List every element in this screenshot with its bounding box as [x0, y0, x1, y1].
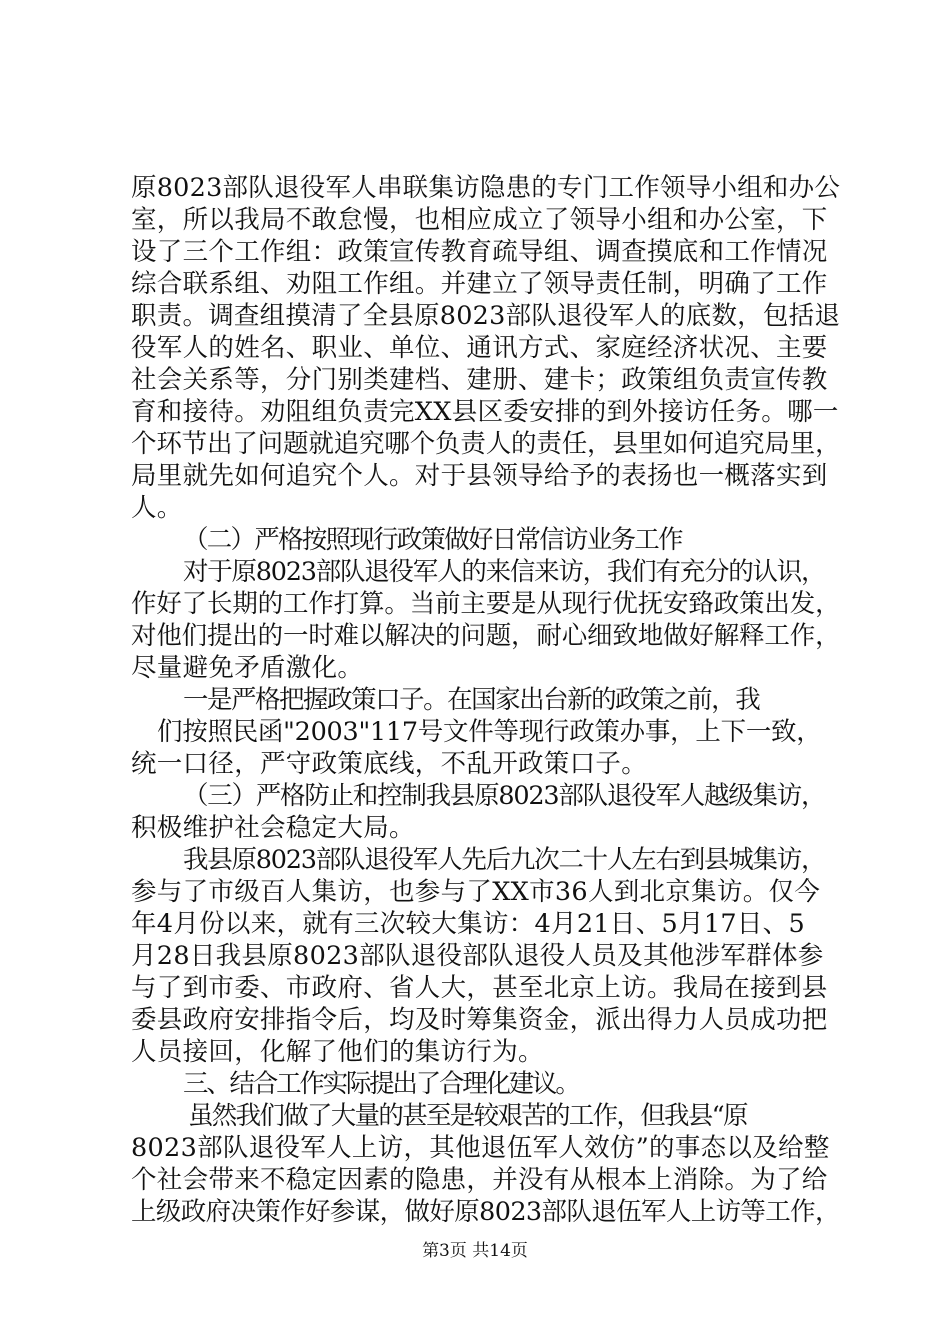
text-line: 虽然我们做了大量的甚至是较艰苦的工作，但我县“原	[188, 1101, 747, 1131]
page-number-footer: 第3页 共14页	[422, 1241, 528, 1261]
text-line: 月28日我县原8023部队退役部队退役人员及其他涉军群体参	[131, 941, 824, 971]
text-line: 上级政府决策作好参谋，做好原8023部队退伍军人上访等工作，	[131, 1197, 840, 1227]
text-line: 育和接待。劝阻组负责完XX县区委安排的到外接访任务。哪一	[131, 397, 839, 427]
text-line: 委县政府安排指令后，均及时筹集资金，派出得力人员成功把	[131, 1005, 828, 1035]
text-line: 役军人的姓名、职业、单位、通讯方式、家庭经济状况、主要	[131, 333, 828, 363]
text-line: 社会关系等，分门别类建档、建册、建卡；政策组负责宣传教	[131, 365, 828, 395]
text-line: 参与了市级百人集访，也参与了XX市36人到北京集访。仅今	[131, 877, 821, 907]
text-line: 与了到市委、市政府、省人大，甚至北京上访。我局在接到县	[131, 973, 828, 1003]
section-heading: 三、结合工作实际提出了合理化建议。	[183, 1069, 579, 1099]
text-line: 室，所以我局不敢怠慢，也相应成立了领导小组和办公室，下	[131, 205, 828, 235]
section-heading: （三）严格防止和控制我县原8023部队退役军人越级集访，	[183, 781, 826, 811]
text-line: 8023部队退役军人上访，其他退伍军人效仿”的事态以及给整	[131, 1133, 830, 1163]
text-line: 统一口径，严守政策底线，不乱开政策口子。	[131, 749, 648, 779]
text-line: 原8023部队退役军人串联集访隐患的专门工作领导小组和办公	[131, 173, 841, 203]
text-line: 个环节出了问题就追究哪个负责人的责任，县里如何追究局里，	[131, 429, 841, 459]
text-line: 设了三个工作组：政策宣传教育疏导组、调查摸底和工作情况	[131, 237, 828, 267]
text-line: 一是严格把握政策口子。在国家出台新的政策之前，我	[183, 685, 760, 715]
text-line: 我县原8023部队退役军人先后九次二十人左右到县城集访，	[183, 845, 826, 875]
text-line: 们按照民函"2003"117号文件等现行政策办事，上下一致，	[157, 717, 822, 747]
text-line: 对他们提出的一时难以解决的问题，耐心细致地做好解释工作，	[131, 621, 841, 651]
section-heading: （二）严格按照现行政策做好日常信访业务工作	[183, 525, 682, 555]
text-line: 职责。调查组摸清了全县原8023部队退役军人的底数，包括退	[131, 301, 841, 331]
text-line: 个社会带来不稳定因素的隐患，并没有从根本上消除。为了给	[131, 1165, 828, 1195]
text-line: 人。	[131, 493, 183, 523]
text-line: 对于原8023部队退役军人的来信来访，我们有充分的认识，	[183, 557, 826, 587]
text-line: 局里就先如何追究个人。对于县领导给予的表扬也一概落实到	[131, 461, 828, 491]
text-line: 人员接回，化解了他们的集访行为。	[131, 1037, 544, 1067]
text-line: 作好了长期的工作打算。当前主要是从现行优抚安臵政策出发，	[131, 589, 841, 619]
text-line: 年4月份以来，就有三次较大集访：4月21日、5月17日、5	[131, 909, 805, 939]
text-line: 尽量避免矛盾激化。	[131, 653, 364, 683]
text-line: 综合联系组、劝阻工作组。并建立了领导责任制，明确了工作	[131, 269, 828, 299]
text-line: 积极维护社会稳定大局。	[131, 813, 415, 843]
